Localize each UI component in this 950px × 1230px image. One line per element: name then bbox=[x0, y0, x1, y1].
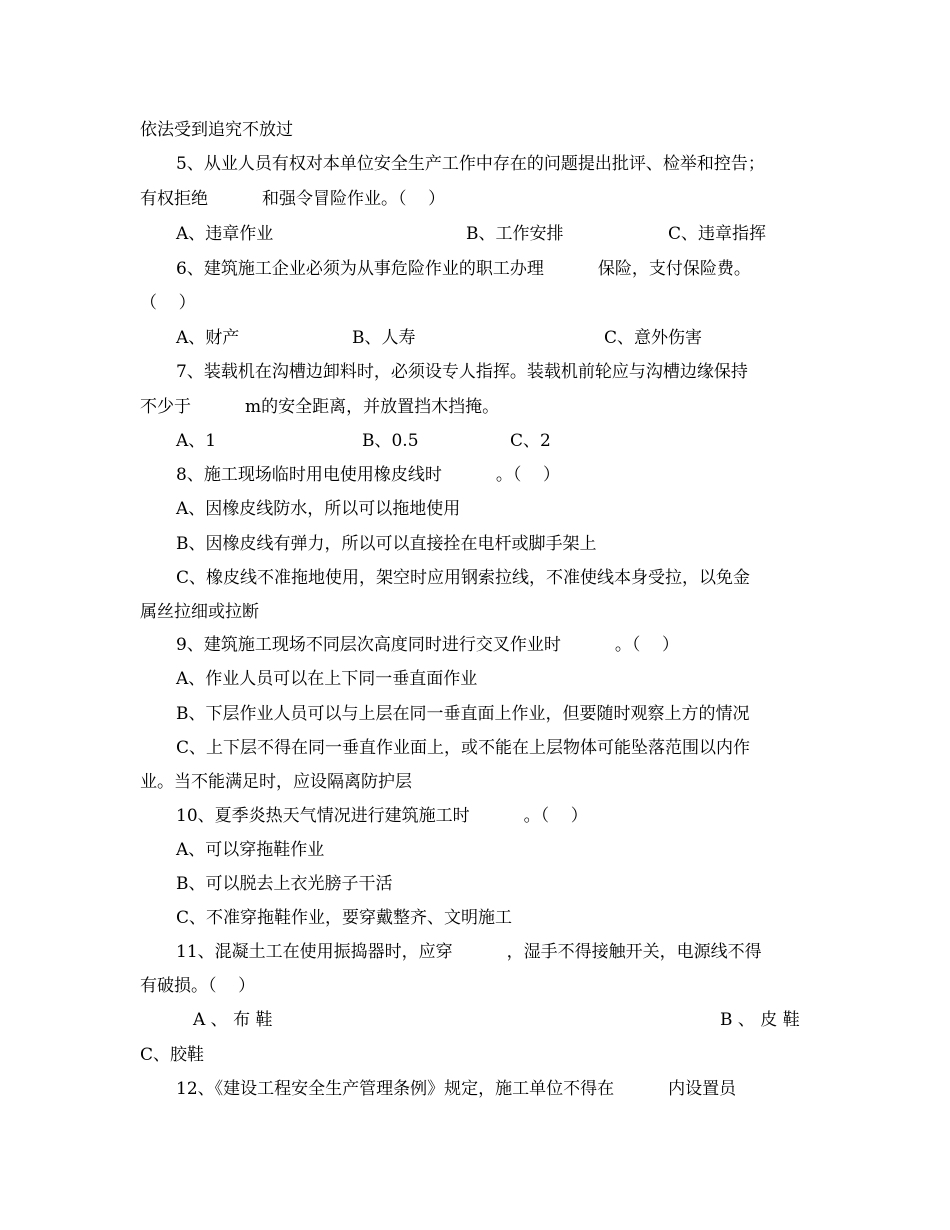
text-line: （ ） bbox=[140, 293, 196, 313]
question-9: 9、建筑施工现场不同层次高度同时进行交叉作业时 。（ ） bbox=[176, 635, 679, 655]
option-c: C、意外伤害 bbox=[604, 328, 703, 348]
option-b: B、工作安排 bbox=[466, 224, 564, 244]
question-6: 6、建筑施工企业必须为从事危险作业的职工办理 保险，支付保险费。 bbox=[176, 259, 751, 279]
text-line: 有破损。（ ） bbox=[140, 976, 256, 996]
option-c: C、违章指挥 bbox=[668, 224, 767, 244]
question-7: 7、装载机在沟槽边卸料时，必须设专人指挥。装载机前轮应与沟槽边缘保持 bbox=[176, 362, 748, 382]
option-a: A、可以穿拖鞋作业 bbox=[176, 840, 325, 860]
option-b: B、人寿 bbox=[352, 328, 416, 348]
option-c: C、2 bbox=[510, 431, 551, 451]
text-line: 依法受到追究不放过 bbox=[140, 120, 293, 140]
option-a: A、作业人员可以在上下同一垂直面作业 bbox=[176, 669, 478, 689]
option-c: C、橡皮线不准拖地使用，架空时应用钢索拉线，不准使线本身受拉，以免金 bbox=[176, 568, 751, 588]
option-b: B 、 皮 鞋 bbox=[720, 1010, 800, 1030]
question-12: 12、《建设工程安全生产管理条例》规定，施工单位不得在 内设置员 bbox=[176, 1079, 737, 1099]
option-b: B、0.5 bbox=[362, 431, 419, 451]
option-a: A、财产 bbox=[176, 328, 240, 348]
question-10: 10、夏季炎热天气情况进行建筑施工时 。（ ） bbox=[176, 806, 588, 826]
text-line: 有权拒绝 和强令冒险作业。（ ） bbox=[140, 189, 446, 209]
option-c: C、不准穿拖鞋作业，要穿戴整齐、文明施工 bbox=[176, 908, 513, 928]
option-b: B、可以脱去上衣光膀子干活 bbox=[176, 874, 393, 894]
question-8: 8、施工现场临时用电使用橡皮线时 。（ ） bbox=[176, 465, 560, 485]
option-a: A、违章作业 bbox=[176, 224, 274, 244]
option-b: B、下层作业人员可以与上层在同一垂直面上作业，但要随时观察上方的情况 bbox=[176, 704, 750, 724]
option-a: A、因橡皮线防水，所以可以拖地使用 bbox=[176, 499, 461, 519]
question-5: 5、从业人员有权对本单位安全生产工作中存在的问题提出批评、检举和控告； bbox=[176, 154, 765, 174]
option-a: A 、 布 鞋 bbox=[193, 1010, 273, 1030]
option-b: B、因橡皮线有弹力，所以可以直接拴在电杆或脚手架上 bbox=[176, 534, 597, 554]
question-11: 11、混凝土工在使用振捣器时，应穿 ，湿手不得接触开关，电源线不得 bbox=[176, 942, 762, 962]
text-line: 不少于 m的安全距离，并放置挡木挡掩。 bbox=[140, 397, 500, 417]
text-line: 业。当不能满足时，应设隔离防护层 bbox=[140, 772, 412, 792]
option-c: C、胶鞋 bbox=[140, 1045, 205, 1065]
option-c: C、上下层不得在同一垂直作业面上，或不能在上层物体可能坠落范围以内作 bbox=[176, 738, 751, 758]
option-a: A、1 bbox=[176, 431, 217, 451]
text-line: 属丝拉细或拉断 bbox=[140, 602, 259, 622]
